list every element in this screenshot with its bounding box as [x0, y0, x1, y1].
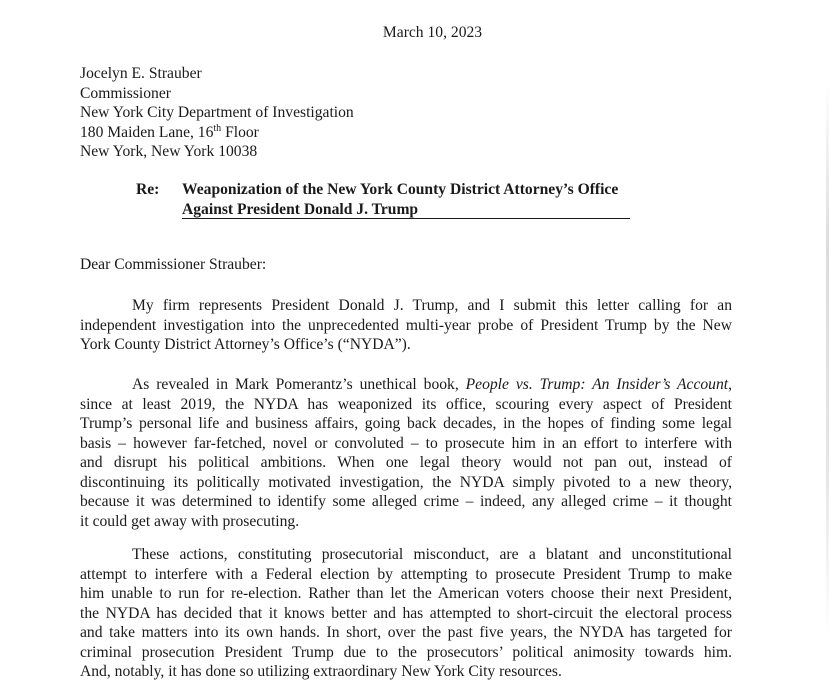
paragraph-line: the NYDA has decided that it knows better and has attempted to short-circuit the electoral process [80, 604, 732, 622]
subject-line-1: Weaponization of the New York County District Attorney’s Office [182, 181, 619, 198]
paragraph-line: York County District Attorney’s Office’s (“NYDA”). [80, 336, 411, 353]
recipient-title: Commissioner [80, 84, 171, 102]
paragraph-2-intro: As revealed in Mark Pomerantz’s unethical book, [132, 376, 466, 393]
paragraph-line: discontinuing its politically motivated investigation, the NYDA simply pivoted to a new theory, [80, 473, 732, 491]
street-tail: Floor [221, 123, 259, 141]
paragraph-line: independent investigation into the unprecedented multi-year probe of President Trump by the New [80, 316, 732, 334]
recipient-address [80, 64, 354, 162]
recipient-organization: New York City Department of Investigation [80, 104, 354, 121]
subject-text [182, 180, 630, 219]
paragraph-line [80, 375, 732, 395]
paragraph-line: Trump’s personal life and business affairs, going back decades, in the hopes of finding some legal [80, 415, 732, 432]
street-main: 180 Maiden Lane, 16 [80, 123, 214, 141]
paragraph-line: and disrupt his political ambitions. When one legal theory would not pan out, instead of [80, 454, 732, 471]
paragraph-line: criminal prosecution President Trump due to the prosecutors’ political animosity towards him. [80, 643, 732, 661]
paragraph-line: basis – however far-fetched, novel or convoluted – to prosecute him in an effort to interfere with [80, 434, 732, 452]
paragraph-line: it could get away with prosecuting. [80, 512, 300, 530]
paragraph-line: These actions, constituting prosecutorial misconduct, are a blatant and unconstitutional [132, 546, 732, 563]
subject-line-2: Against President Donald J. Trump [182, 201, 630, 219]
paragraph-line: My firm represents President Donald J. Trump, and I submit this letter calling for an [132, 297, 732, 314]
paragraph-line: and take matters into its own hands. In short, over the past five years, the NYDA has targeted for [80, 624, 732, 641]
paragraph-2-comma: , [728, 376, 732, 393]
subject-label: Re: [136, 181, 160, 198]
recipient-name: Jocelyn E. Strauber [80, 65, 202, 82]
paragraph-2 [80, 375, 732, 531]
letter-date: March 10, 2023 [382, 24, 483, 41]
paragraph-line: since at least 2019, the NYDA has weaponized its office, scouring every aspect of President [80, 395, 732, 413]
paragraph-line: because it was determined to identify some alleged crime – indeed, any alleged crime – it thought [80, 493, 732, 510]
salutation: Dear Commissioner Strauber: [80, 256, 267, 273]
paragraph-line: And, notably, it has done so utilizing extraordinary New York City resources. [80, 663, 562, 680]
recipient-city: New York, New York 10038 [80, 143, 258, 160]
recipient-street [80, 123, 354, 143]
book-title: People vs. Trump: An Insider’s Account [465, 376, 729, 393]
street-ordinal-suffix: th [213, 122, 222, 134]
paragraph-3 [80, 545, 732, 682]
paragraph-1 [80, 296, 732, 355]
paragraph-line: attempt to interfere with a Federal election by attempting to prosecute President Trump to make [80, 565, 732, 583]
paragraph-line: him unable to run for re-election. Rather than let the American voters choose their next President, [80, 585, 732, 602]
